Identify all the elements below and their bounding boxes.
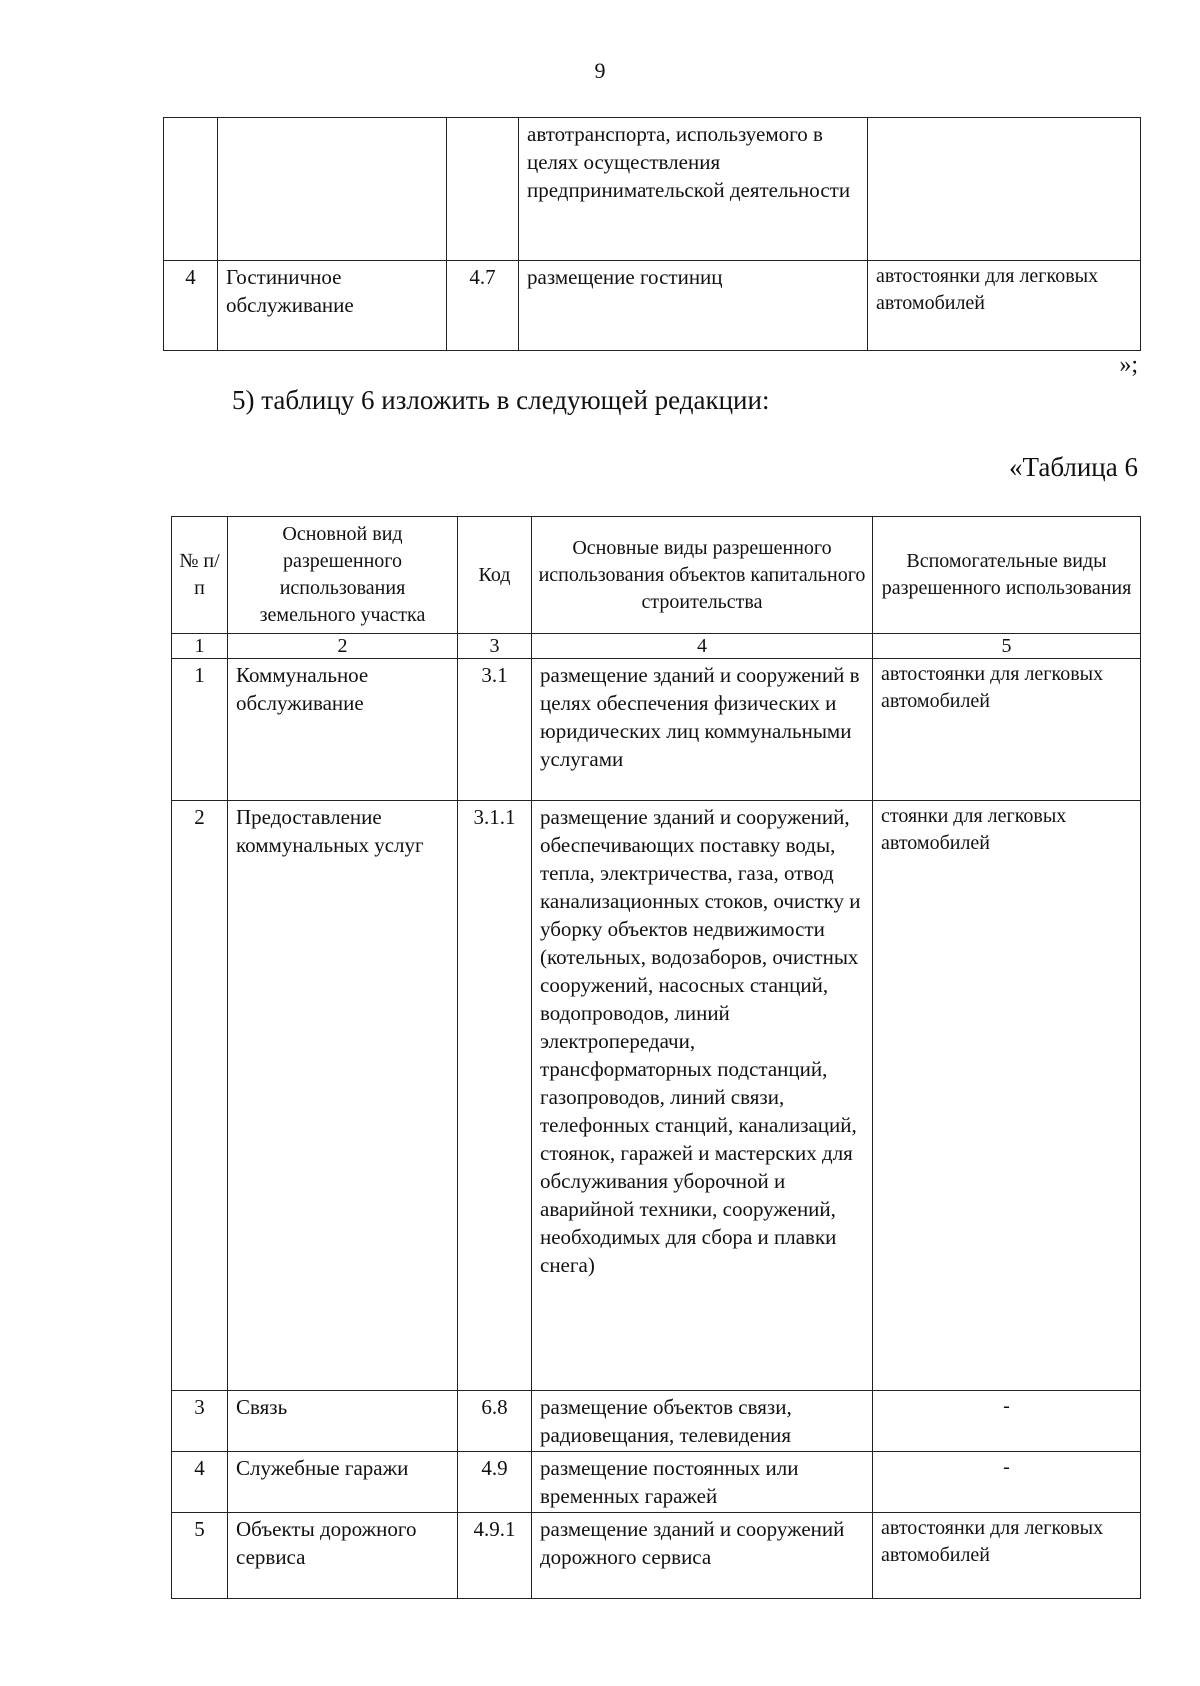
land-use-type: Гостиничное обслуживание [218,261,447,351]
table-row [172,1452,1141,1513]
row-number: 4 [172,1452,228,1513]
table-row [172,1513,1141,1599]
column-index: 5 [873,634,1141,659]
row-number: 5 [172,1513,228,1599]
header-land-use-type: Основной вид разрешенного использования земельного участка [228,517,458,634]
land-use-type: Связь [228,1391,458,1452]
row-number: 2 [172,801,228,1391]
amendment-instruction: 5) таблицу 6 изложить в следующей редакции: [232,385,770,415]
table-row [172,1391,1141,1452]
auxiliary-use: автостоянки для легковых автомобилей [873,659,1141,801]
row-number [164,118,218,261]
main-use-description: размещение объектов связи, радиовещания, телевидения [532,1391,873,1452]
land-use-type: Коммунальное обслуживание [228,659,458,801]
table-row [172,659,1141,801]
page-number: 9 [594,58,606,83]
table-6 [171,516,1141,1599]
auxiliary-use: автостоянки для легковых автомобилей [873,1513,1141,1599]
table-header-row [172,517,1141,634]
column-index: 4 [532,634,873,659]
header-auxiliary-use: Вспомогательные виды разрешенного использования [873,517,1141,634]
table-row [172,801,1141,1391]
land-use-type: Служебные гаражи [228,1452,458,1513]
table-caption: «Таблица 6 [1009,452,1138,482]
use-code: 4.9.1 [458,1513,532,1599]
closing-quote: »; [1119,352,1138,378]
main-use-description: размещение зданий и сооружений, обеспечивающих поставку воды, тепла, электричества, газа, отвод канализационных стоков, очистку и уборку объектов недвижимости (котельных, водозаборов, очистных сооружений, насосных станций, водопроводов, линий электропередачи, трансформаторных подстанций, газопроводов, линий связи, телефонных станций, канализаций, стоянок, гаражей и мастерских для обслуживания уборочной и аварийной техники, сооружений, необходимых для сбора и плавки снега) [532,801,873,1391]
row-number: 1 [172,659,228,801]
land-use-type: Предоставление коммунальных услуг [228,801,458,1391]
auxiliary-use: - [873,1452,1141,1513]
use-code [447,118,519,261]
auxiliary-use [868,118,1141,261]
main-use-description: автотранспорта, используемого в целях осуществления предпринимательской деятельности [519,118,868,261]
main-use-description: размещение гостиниц [519,261,868,351]
land-use-type [218,118,447,261]
header-code: Код [458,517,532,634]
column-index: 1 [172,634,228,659]
use-code: 3.1 [458,659,532,801]
main-use-description: размещение постоянных или временных гаражей [532,1452,873,1513]
land-use-type: Объекты дорожного сервиса [228,1513,458,1599]
main-use-description: размещение зданий и сооружений в целях обеспечения физических и юридических лиц коммунальными услугами [532,659,873,801]
column-index: 2 [228,634,458,659]
column-index: 3 [458,634,532,659]
header-num: № п/п [172,517,228,634]
use-code: 3.1.1 [458,801,532,1391]
table-row [164,261,1141,351]
column-index-row [172,634,1141,659]
use-code: 4.9 [458,1452,532,1513]
table-row [164,118,1141,261]
use-code: 6.8 [458,1391,532,1452]
use-code: 4.7 [447,261,519,351]
main-use-description: размещение зданий и сооружений дорожного сервиса [532,1513,873,1599]
row-number: 3 [172,1391,228,1452]
auxiliary-use: - [873,1391,1141,1452]
header-main-use: Основные виды разрешенного использования объектов капитального строительства [532,517,873,634]
auxiliary-use: автостоянки для легковых автомобилей [868,261,1141,351]
row-number: 4 [164,261,218,351]
continued-table [163,117,1141,351]
auxiliary-use: стоянки для легковых автомобилей [873,801,1141,1391]
